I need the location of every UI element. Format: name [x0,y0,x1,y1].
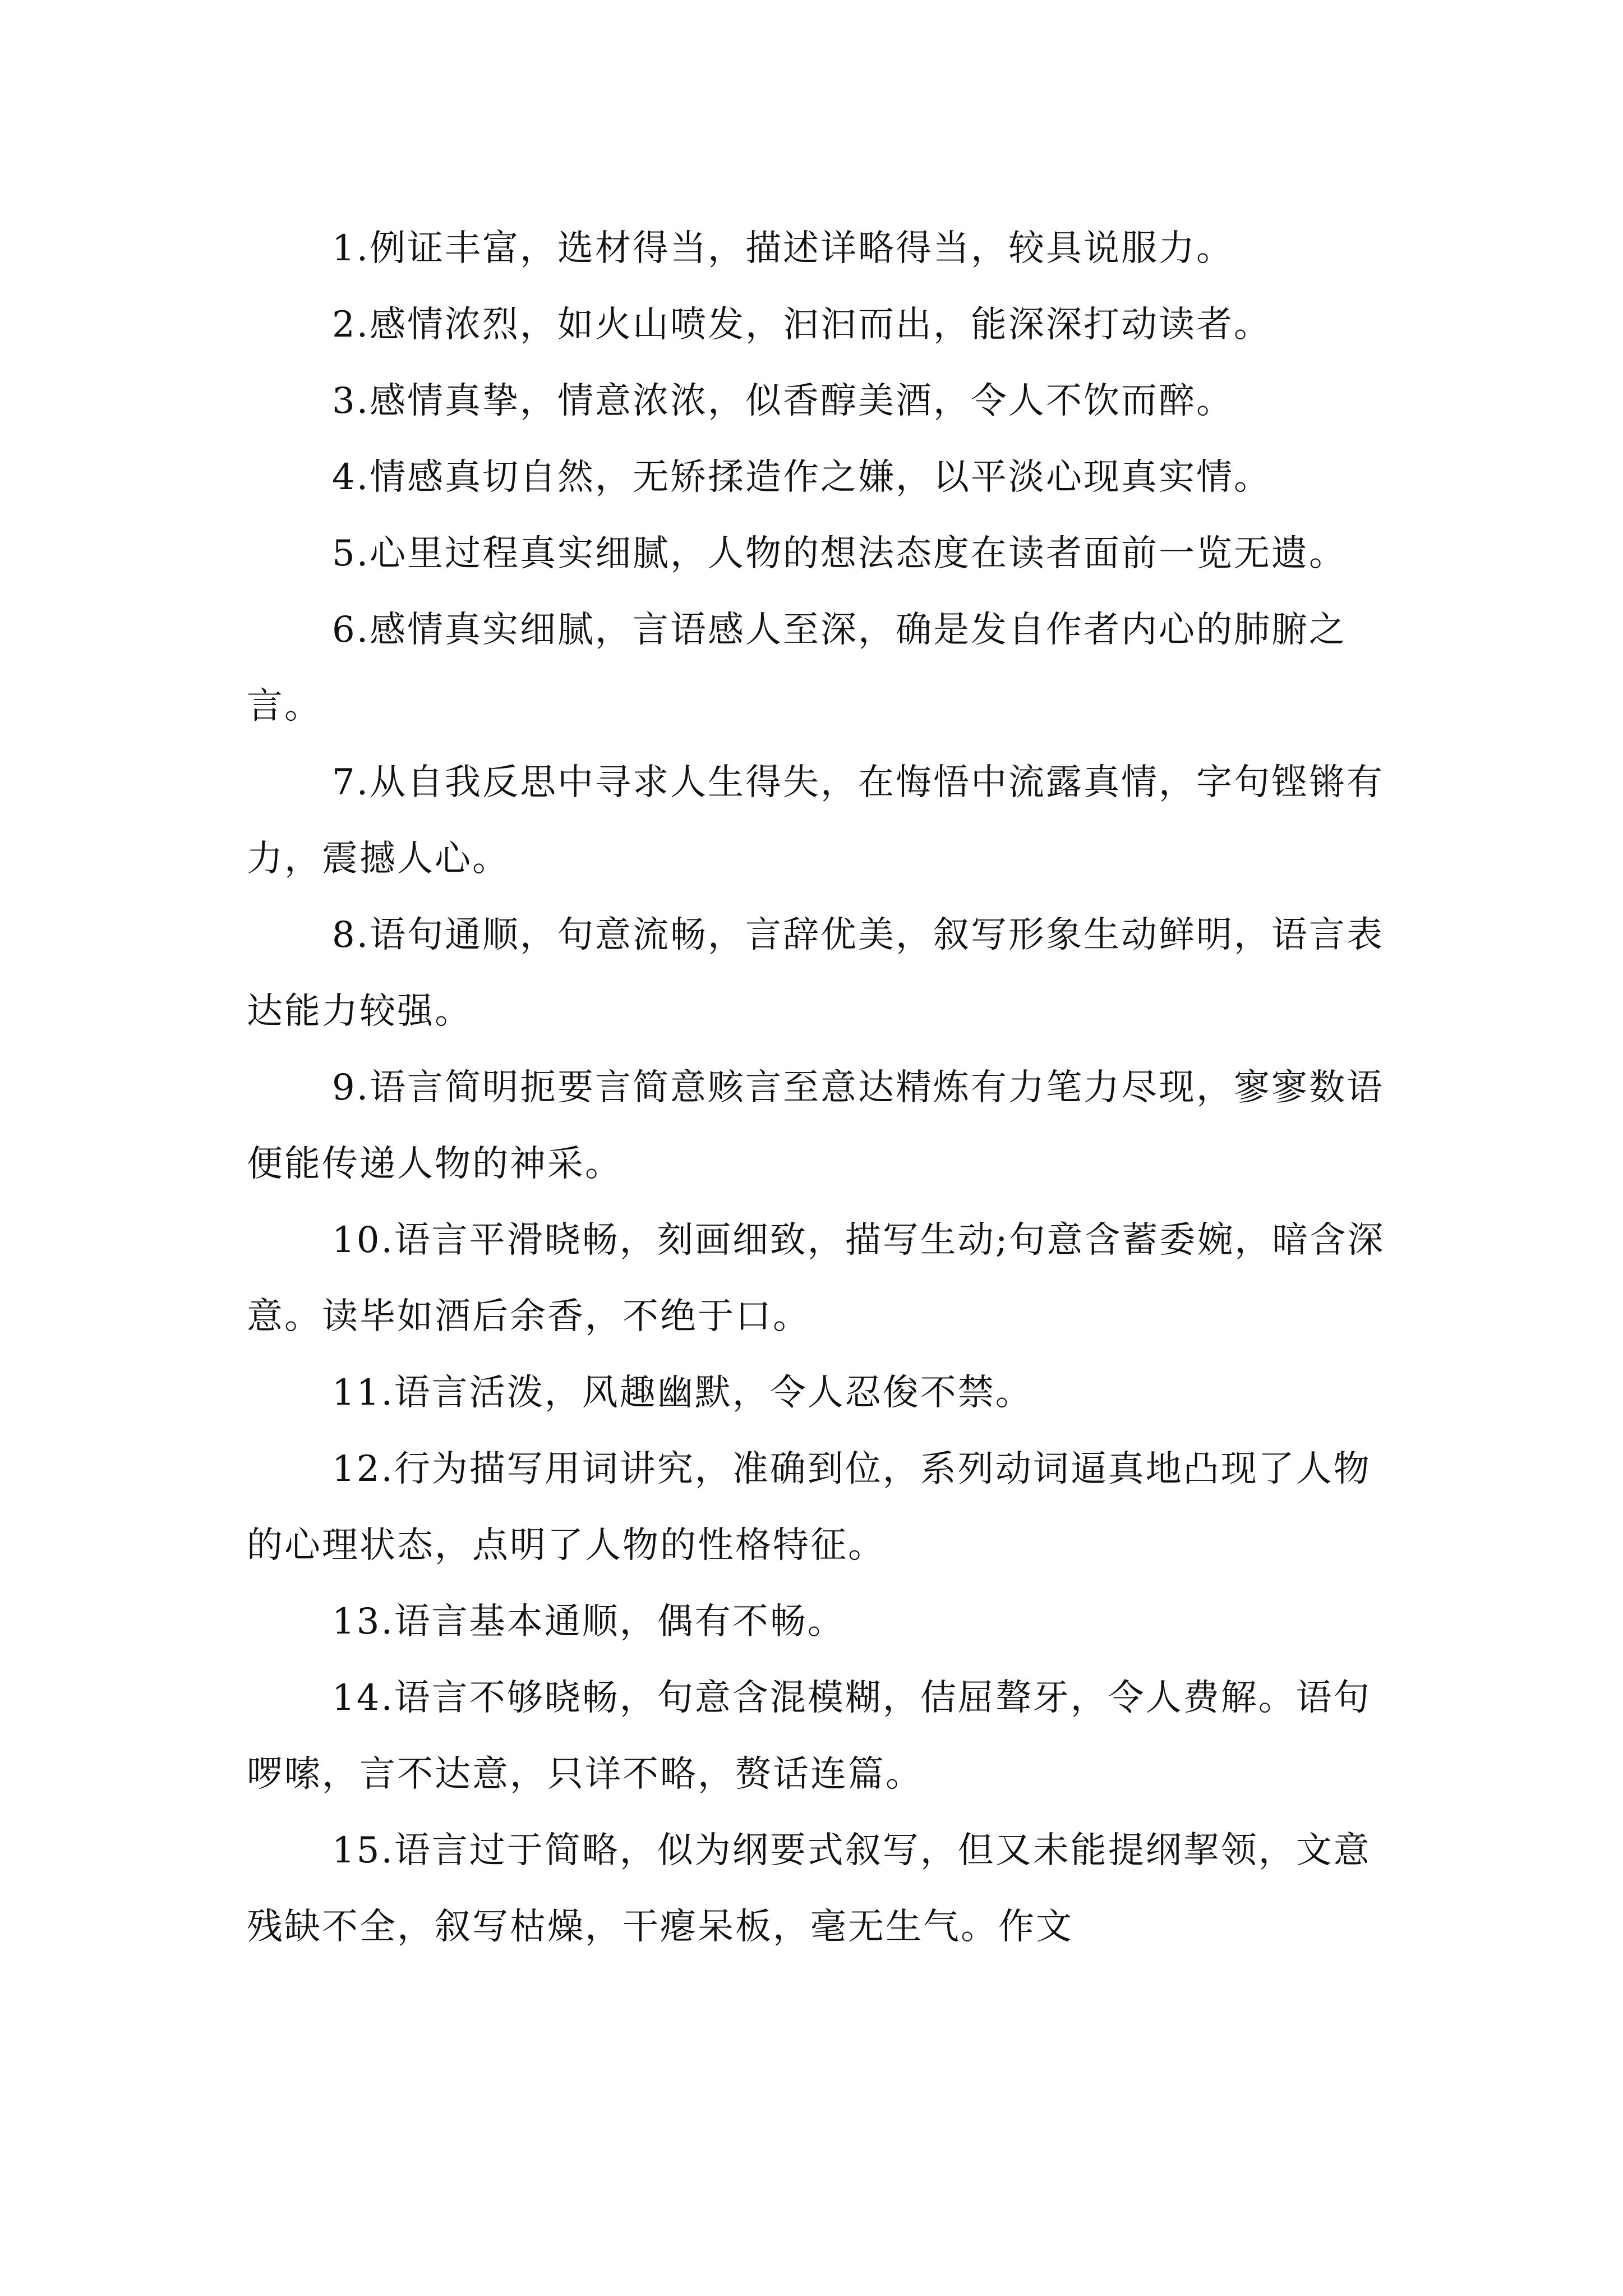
paragraph-2: 2.感情浓烈，如火山喷发，汩汩而出，能深深打动读者。 [332,304,1272,346]
paragraph-12: 12.行为描写用词讲究，准确到位，系列动词逼真地凸现了人物的心理状态，点明了人物的性格特征。 [247,1448,1371,1566]
paragraph-7: 7.从自我反思中寻求人生得失，在悔悟中流露真情，字句铿锵有力，震撼人心。 [247,762,1385,880]
paragraph-10: 10.语言平滑晓畅，刻画细致，描写生动;句意含蓄委婉，暗含深意。读毕如酒后余香，不绝于口。 [247,1220,1385,1337]
paragraph-8: 8.语句通顺，句意流畅，言辞优美，叙写形象生动鲜明，语言表达能力较强。 [247,914,1385,1032]
paragraph-14: 14.语言不够晓畅，句意含混模糊，佶屈聱牙，令人费解。语句啰嗦，言不达意，只详不略，赘话连篇。 [247,1677,1371,1795]
paragraph-1: 1.例证丰富，选材得当，描述详略得当，较具说服力。 [332,228,1234,269]
paragraph-13: 13.语言基本通顺，偶有不畅。 [332,1601,845,1642]
paragraph-6: 6.感情真实细腻，言语感人至深，确是发自作者内心的肺腑之言。 [247,609,1347,727]
paragraph-4: 4.情感真切自然，无矫揉造作之嫌，以平淡心现真实情。 [332,457,1272,498]
paragraph-9: 9.语言简明扼要言简意赅言至意达精炼有力笔力尽现，寥寥数语便能传递人物的神采。 [247,1067,1385,1185]
paragraph-3: 3.感情真挚，情意浓浓，似香醇美酒，令人不饮而醉。 [332,380,1234,422]
paragraph-15: 15.语言过于简略，似为纲要式叙写，但又未能提纲挈领，文意残缺不全，叙写枯燥，干瘪呆板，毫无生气。作文 [247,1830,1371,1948]
paragraph-11: 11.语言活泼，风趣幽默，令人忍俊不禁。 [332,1372,1033,1414]
paragraph-5: 5.心里过程真实细腻，人物的想法态度在读者面前一览无遗。 [332,533,1347,574]
document-body [247,210,1386,1965]
